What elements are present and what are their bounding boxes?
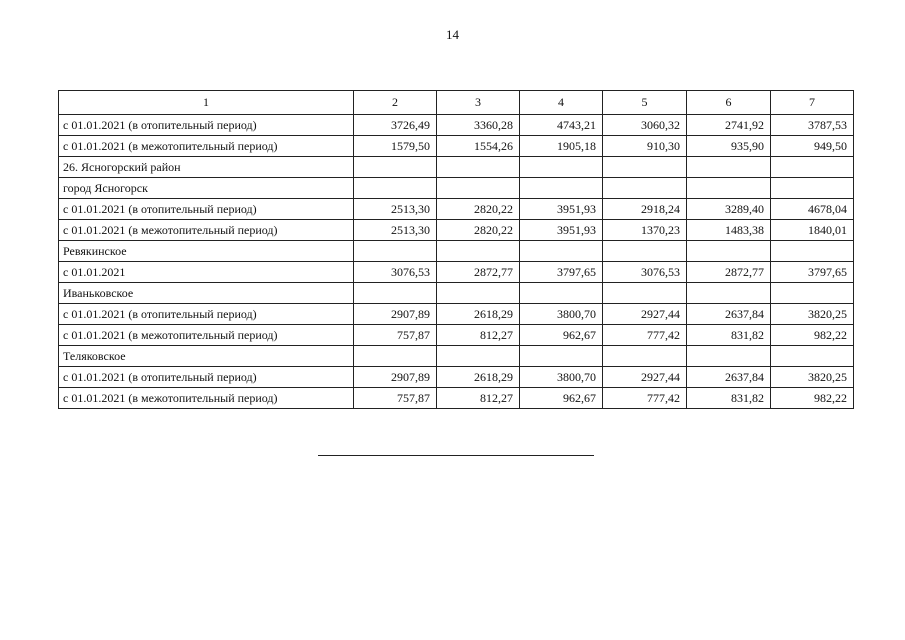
tariff-table bbox=[58, 90, 854, 409]
table-row bbox=[59, 115, 854, 136]
table-row bbox=[59, 262, 854, 283]
value-cell: 777,42 bbox=[603, 388, 687, 409]
column-header: 6 bbox=[687, 91, 771, 115]
value-cell: 2927,44 bbox=[603, 304, 687, 325]
table-row bbox=[59, 157, 854, 178]
value-cell bbox=[437, 283, 520, 304]
value-cell: 3060,32 bbox=[603, 115, 687, 136]
row-label-cell: с 01.01.2021 (в отопительный период) bbox=[59, 199, 354, 220]
value-cell: 2618,29 bbox=[437, 367, 520, 388]
value-cell: 962,67 bbox=[520, 325, 603, 346]
value-cell: 757,87 bbox=[354, 325, 437, 346]
value-cell: 3289,40 bbox=[687, 199, 771, 220]
row-label-cell: город Ясногорск bbox=[59, 178, 354, 199]
value-cell bbox=[603, 178, 687, 199]
table-row bbox=[59, 241, 854, 262]
value-cell bbox=[603, 346, 687, 367]
row-label-cell: Иваньковское bbox=[59, 283, 354, 304]
value-cell: 1579,50 bbox=[354, 136, 437, 157]
row-label-cell: с 01.01.2021 (в отопительный период) bbox=[59, 367, 354, 388]
value-cell bbox=[437, 157, 520, 178]
column-header: 2 bbox=[354, 91, 437, 115]
value-cell: 831,82 bbox=[687, 388, 771, 409]
value-cell: 2872,77 bbox=[437, 262, 520, 283]
value-cell bbox=[354, 346, 437, 367]
value-cell: 3800,70 bbox=[520, 304, 603, 325]
value-cell: 3797,65 bbox=[520, 262, 603, 283]
value-cell bbox=[771, 178, 854, 199]
value-cell: 3726,49 bbox=[354, 115, 437, 136]
value-cell bbox=[771, 157, 854, 178]
value-cell: 2618,29 bbox=[437, 304, 520, 325]
value-cell bbox=[520, 283, 603, 304]
table-row bbox=[59, 367, 854, 388]
value-cell: 1554,26 bbox=[437, 136, 520, 157]
value-cell: 2637,84 bbox=[687, 304, 771, 325]
value-cell: 3076,53 bbox=[603, 262, 687, 283]
value-cell bbox=[437, 241, 520, 262]
end-divider bbox=[318, 455, 594, 456]
value-cell: 777,42 bbox=[603, 325, 687, 346]
value-cell: 831,82 bbox=[687, 325, 771, 346]
table-row bbox=[59, 199, 854, 220]
value-cell: 4678,04 bbox=[771, 199, 854, 220]
value-cell: 3360,28 bbox=[437, 115, 520, 136]
value-cell: 3797,65 bbox=[771, 262, 854, 283]
value-cell: 3800,70 bbox=[520, 367, 603, 388]
value-cell: 757,87 bbox=[354, 388, 437, 409]
value-cell bbox=[354, 241, 437, 262]
column-header: 1 bbox=[59, 91, 354, 115]
value-cell: 1840,01 bbox=[771, 220, 854, 241]
page-number: 14 bbox=[446, 27, 459, 42]
value-cell: 2927,44 bbox=[603, 367, 687, 388]
value-cell bbox=[687, 346, 771, 367]
table-body bbox=[59, 115, 854, 409]
value-cell: 1370,23 bbox=[603, 220, 687, 241]
value-cell bbox=[771, 346, 854, 367]
value-cell: 3820,25 bbox=[771, 367, 854, 388]
value-cell: 3951,93 bbox=[520, 199, 603, 220]
table-row bbox=[59, 325, 854, 346]
table-row bbox=[59, 346, 854, 367]
row-label-cell: Ревякинское bbox=[59, 241, 354, 262]
value-cell bbox=[771, 283, 854, 304]
table-row bbox=[59, 220, 854, 241]
value-cell: 2741,92 bbox=[687, 115, 771, 136]
table-row bbox=[59, 178, 854, 199]
value-cell: 2907,89 bbox=[354, 367, 437, 388]
row-label-cell: с 01.01.2021 (в межотопительный период) bbox=[59, 325, 354, 346]
value-cell: 2918,24 bbox=[603, 199, 687, 220]
row-label-cell: с 01.01.2021 bbox=[59, 262, 354, 283]
value-cell: 3820,25 bbox=[771, 304, 854, 325]
value-cell bbox=[687, 241, 771, 262]
value-cell bbox=[687, 157, 771, 178]
value-cell: 4743,21 bbox=[520, 115, 603, 136]
value-cell bbox=[437, 178, 520, 199]
value-cell bbox=[603, 241, 687, 262]
row-label-cell: с 01.01.2021 (в межотопительный период) bbox=[59, 136, 354, 157]
value-cell: 2513,30 bbox=[354, 199, 437, 220]
value-cell: 3787,53 bbox=[771, 115, 854, 136]
value-cell: 982,22 bbox=[771, 388, 854, 409]
value-cell: 949,50 bbox=[771, 136, 854, 157]
value-cell: 1905,18 bbox=[520, 136, 603, 157]
value-cell: 3951,93 bbox=[520, 220, 603, 241]
value-cell bbox=[771, 241, 854, 262]
value-cell: 2820,22 bbox=[437, 220, 520, 241]
value-cell: 2872,77 bbox=[687, 262, 771, 283]
value-cell bbox=[520, 241, 603, 262]
value-cell: 2820,22 bbox=[437, 199, 520, 220]
value-cell bbox=[354, 157, 437, 178]
value-cell bbox=[687, 178, 771, 199]
value-cell bbox=[603, 283, 687, 304]
column-header: 4 bbox=[520, 91, 603, 115]
value-cell bbox=[354, 283, 437, 304]
table-row bbox=[59, 388, 854, 409]
table-row bbox=[59, 304, 854, 325]
row-label-cell: Теляковское bbox=[59, 346, 354, 367]
column-header: 7 bbox=[771, 91, 854, 115]
value-cell bbox=[520, 178, 603, 199]
row-label-cell: с 01.01.2021 (в отопительный период) bbox=[59, 304, 354, 325]
row-label-cell: с 01.01.2021 (в межотопительный период) bbox=[59, 388, 354, 409]
value-cell bbox=[520, 346, 603, 367]
column-header: 3 bbox=[437, 91, 520, 115]
value-cell: 812,27 bbox=[437, 388, 520, 409]
row-label-cell: с 01.01.2021 (в отопительный период) bbox=[59, 115, 354, 136]
value-cell: 812,27 bbox=[437, 325, 520, 346]
value-cell bbox=[437, 346, 520, 367]
value-cell: 962,67 bbox=[520, 388, 603, 409]
column-header: 5 bbox=[603, 91, 687, 115]
table-header-row bbox=[59, 91, 854, 115]
value-cell: 3076,53 bbox=[354, 262, 437, 283]
table-row bbox=[59, 283, 854, 304]
value-cell bbox=[520, 157, 603, 178]
value-cell: 982,22 bbox=[771, 325, 854, 346]
value-cell: 910,30 bbox=[603, 136, 687, 157]
table-row bbox=[59, 136, 854, 157]
row-label-cell: с 01.01.2021 (в межотопительный период) bbox=[59, 220, 354, 241]
row-label-cell: 26. Ясногорский район bbox=[59, 157, 354, 178]
value-cell: 2513,30 bbox=[354, 220, 437, 241]
value-cell: 2637,84 bbox=[687, 367, 771, 388]
value-cell: 1483,38 bbox=[687, 220, 771, 241]
value-cell: 2907,89 bbox=[354, 304, 437, 325]
value-cell bbox=[687, 283, 771, 304]
value-cell bbox=[603, 157, 687, 178]
value-cell bbox=[354, 178, 437, 199]
value-cell: 935,90 bbox=[687, 136, 771, 157]
